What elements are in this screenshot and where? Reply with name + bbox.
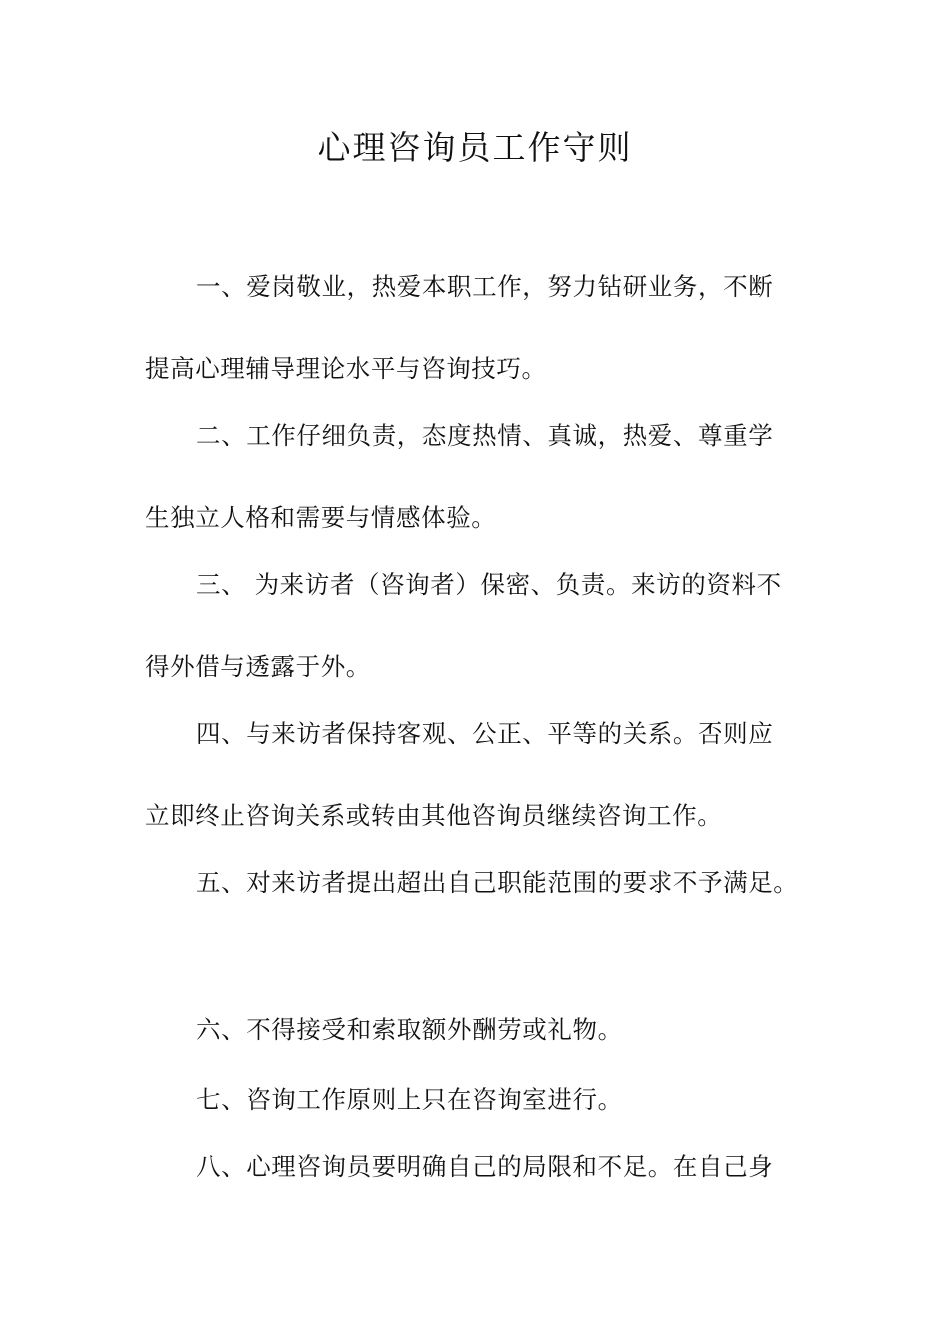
rule-3-line-1: 三、 为来访者（咨询者）保密、负责。来访的资料不 — [196, 570, 782, 599]
rule-7-line-1: 七、咨询工作原则上只在咨询室进行。 — [196, 1085, 623, 1114]
rule-2-line-1: 二、工作仔细负责，态度热情、真诚，热爱、尊重学 — [196, 421, 774, 450]
rule-2-line-2: 生独立人格和需要与情感体验。 — [145, 503, 497, 532]
rule-4-line-2: 立即终止咨询关系或转由其他咨询员继续咨询工作。 — [145, 801, 723, 830]
rule-5-line-1: 五、对来访者提出超出自己职能范围的要求不予满足。 — [196, 868, 799, 897]
document-title: 心理咨询员工作守则 — [317, 128, 633, 167]
rule-1-line-2: 提高心理辅导理论水平与咨询技巧。 — [145, 354, 547, 383]
rule-6-line-1: 六、不得接受和索取额外酬劳或礼物。 — [196, 1015, 623, 1044]
rule-8-line-1: 八、心理咨询员要明确自己的局限和不足。在自己身 — [196, 1152, 774, 1181]
rule-1-line-1: 一、爱岗敬业，热爱本职工作，努力钻研业务，不断 — [196, 272, 774, 301]
rule-3-line-2: 得外借与透露于外。 — [145, 652, 371, 681]
rule-4-line-1: 四、与来访者保持客观、公正、平等的关系。否则应 — [196, 719, 774, 748]
